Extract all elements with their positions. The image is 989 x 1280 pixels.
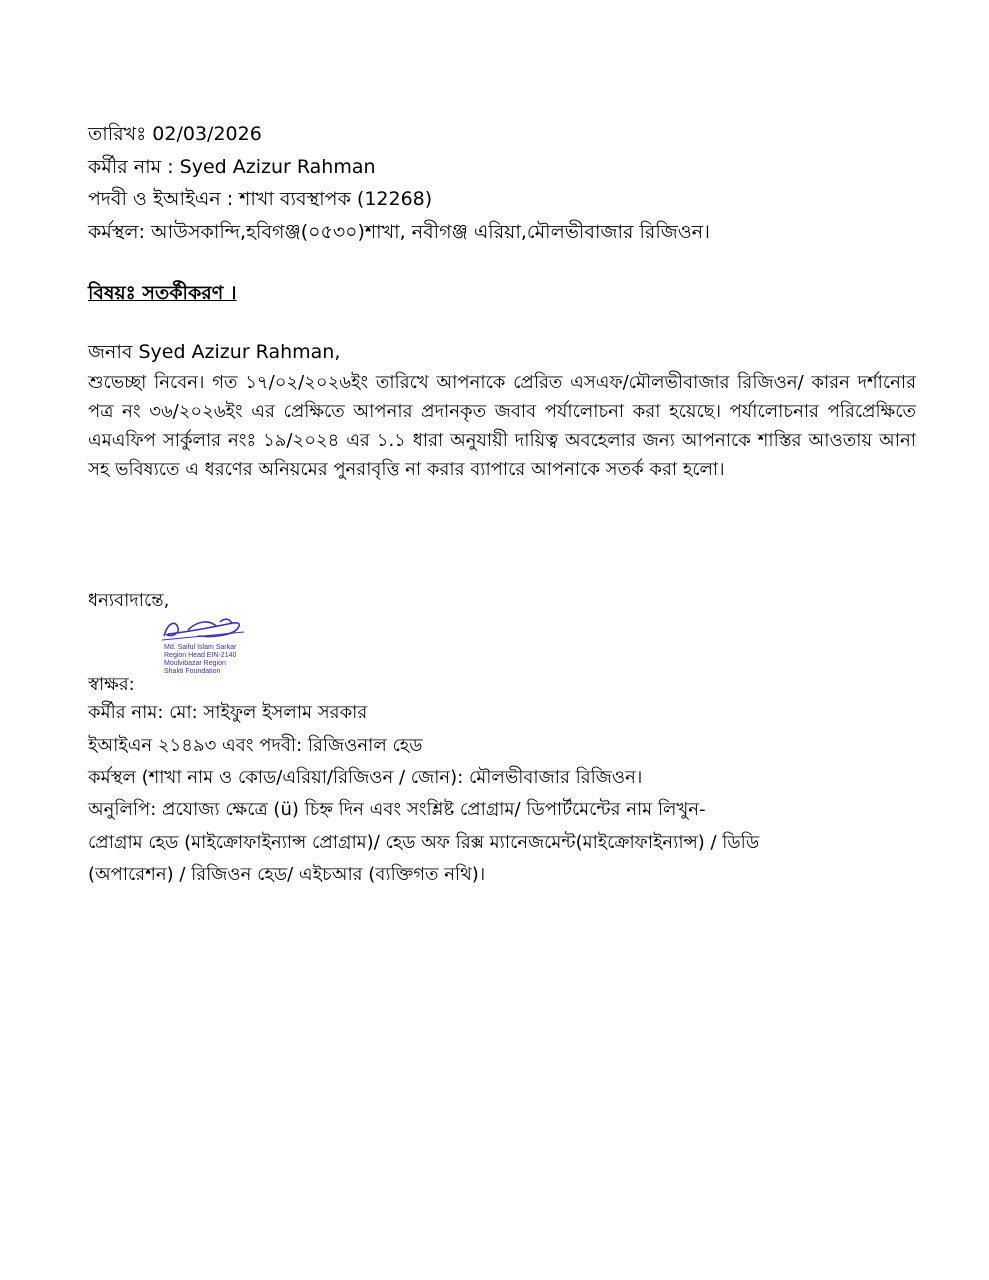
copy-line-1: অনুলিপি: প্রযোজ্য ক্ষেত্রে (ü) চিহ্ন দিন এবং সংশ্লিষ্ট প্রোগ্রাম/ ডিপার্টমেন্টের নাম লিখুন- bbox=[88, 799, 706, 820]
stamp-line-org: Shakti Foundation bbox=[164, 668, 221, 675]
employee-name-line: কর্মীর নাম : Syed Azizur Rahman bbox=[88, 156, 376, 178]
signer-name-line: কর্মীর নাম: মো: সাইফুল ইসলাম সরকার bbox=[88, 702, 368, 723]
stamp-line-region: Moulvibazar Region bbox=[164, 660, 226, 667]
date-line: তারিখঃ 02/03/2026 bbox=[88, 123, 262, 145]
body-paragraph: শুভেচ্ছা নিবেন। গত ১৭/০২/২০২৬ইং তারিখে আপনাকে প্রেরিত এসএফ/মৌলভীবাজার রিজিওন/ কারন দর্শানোর পত্র নং ৩৬/২০২৬ইং এর প্রেক্ষিতে আপনার প্রদানকৃত জবাব পর্যালোচনা করা হয়েছে। পর্যালোচনার পরিপ্রেক্ষিতে এমএফিপ সার্কুলার নংঃ ১৯/২০২৪ এর ১.১ ধারা অনুযায়ী দায়িত্ব অবহেলার জন্য আপনাকে শাস্তির আওতায় আনা সহ ভবিষ্যতে এ ধরণের অনিয়মের পুনরাবৃত্তি না করার ব্যাপারে আপনাকে সতর্ক করা হলো। bbox=[88, 372, 916, 480]
subject-line: বিষয়ঃ সতর্কীকরণ । bbox=[88, 282, 237, 304]
signer-ein-line: ইআইএন ২১৪৯৩ এবং পদবী: রিজিওনাল হেড bbox=[88, 735, 423, 756]
stamp-line-title: Region Head EIN-2140 bbox=[164, 652, 237, 659]
signature-label: স্বাক্ষর: bbox=[88, 674, 135, 695]
signer-workplace-line: কর্মস্থল (শাখা নাম ও কোড/এরিয়া/রিজিওন / জোন): মৌলভীবাজার রিজিওন। bbox=[88, 767, 643, 788]
workplace-line: কর্মস্থল: আউসকান্দি,হবিগঞ্জ(০৫৩০)শাখা, নবীগঞ্জ এরিয়া,মৌলভীবাজার রিজিওন। bbox=[88, 221, 710, 243]
stamp-line-name: Md. Saiful Islam Sarkar bbox=[164, 644, 237, 651]
signature-stamp bbox=[158, 614, 258, 686]
salutation: জনাব Syed Azizur Rahman, bbox=[88, 341, 341, 363]
closing-line: ধন্যবাদান্তে, bbox=[88, 590, 170, 611]
designation-line: পদবী ও ইআইএন : শাখা ব্যবস্থাপক (12268) bbox=[88, 188, 433, 210]
copy-line-2: প্রোগ্রাম হেড (মাইক্রোফাইন্যান্স প্রোগ্রাম)/ হেড অফ রিক্স ম্যানেজমেন্ট(মাইক্রোফাইন্যান্স) / ডিডি bbox=[88, 832, 760, 853]
copy-line-3: (অপারেশন) / রিজিওন হেড/ এইচআর (ব্যক্তিগত নথি)। bbox=[88, 864, 486, 885]
